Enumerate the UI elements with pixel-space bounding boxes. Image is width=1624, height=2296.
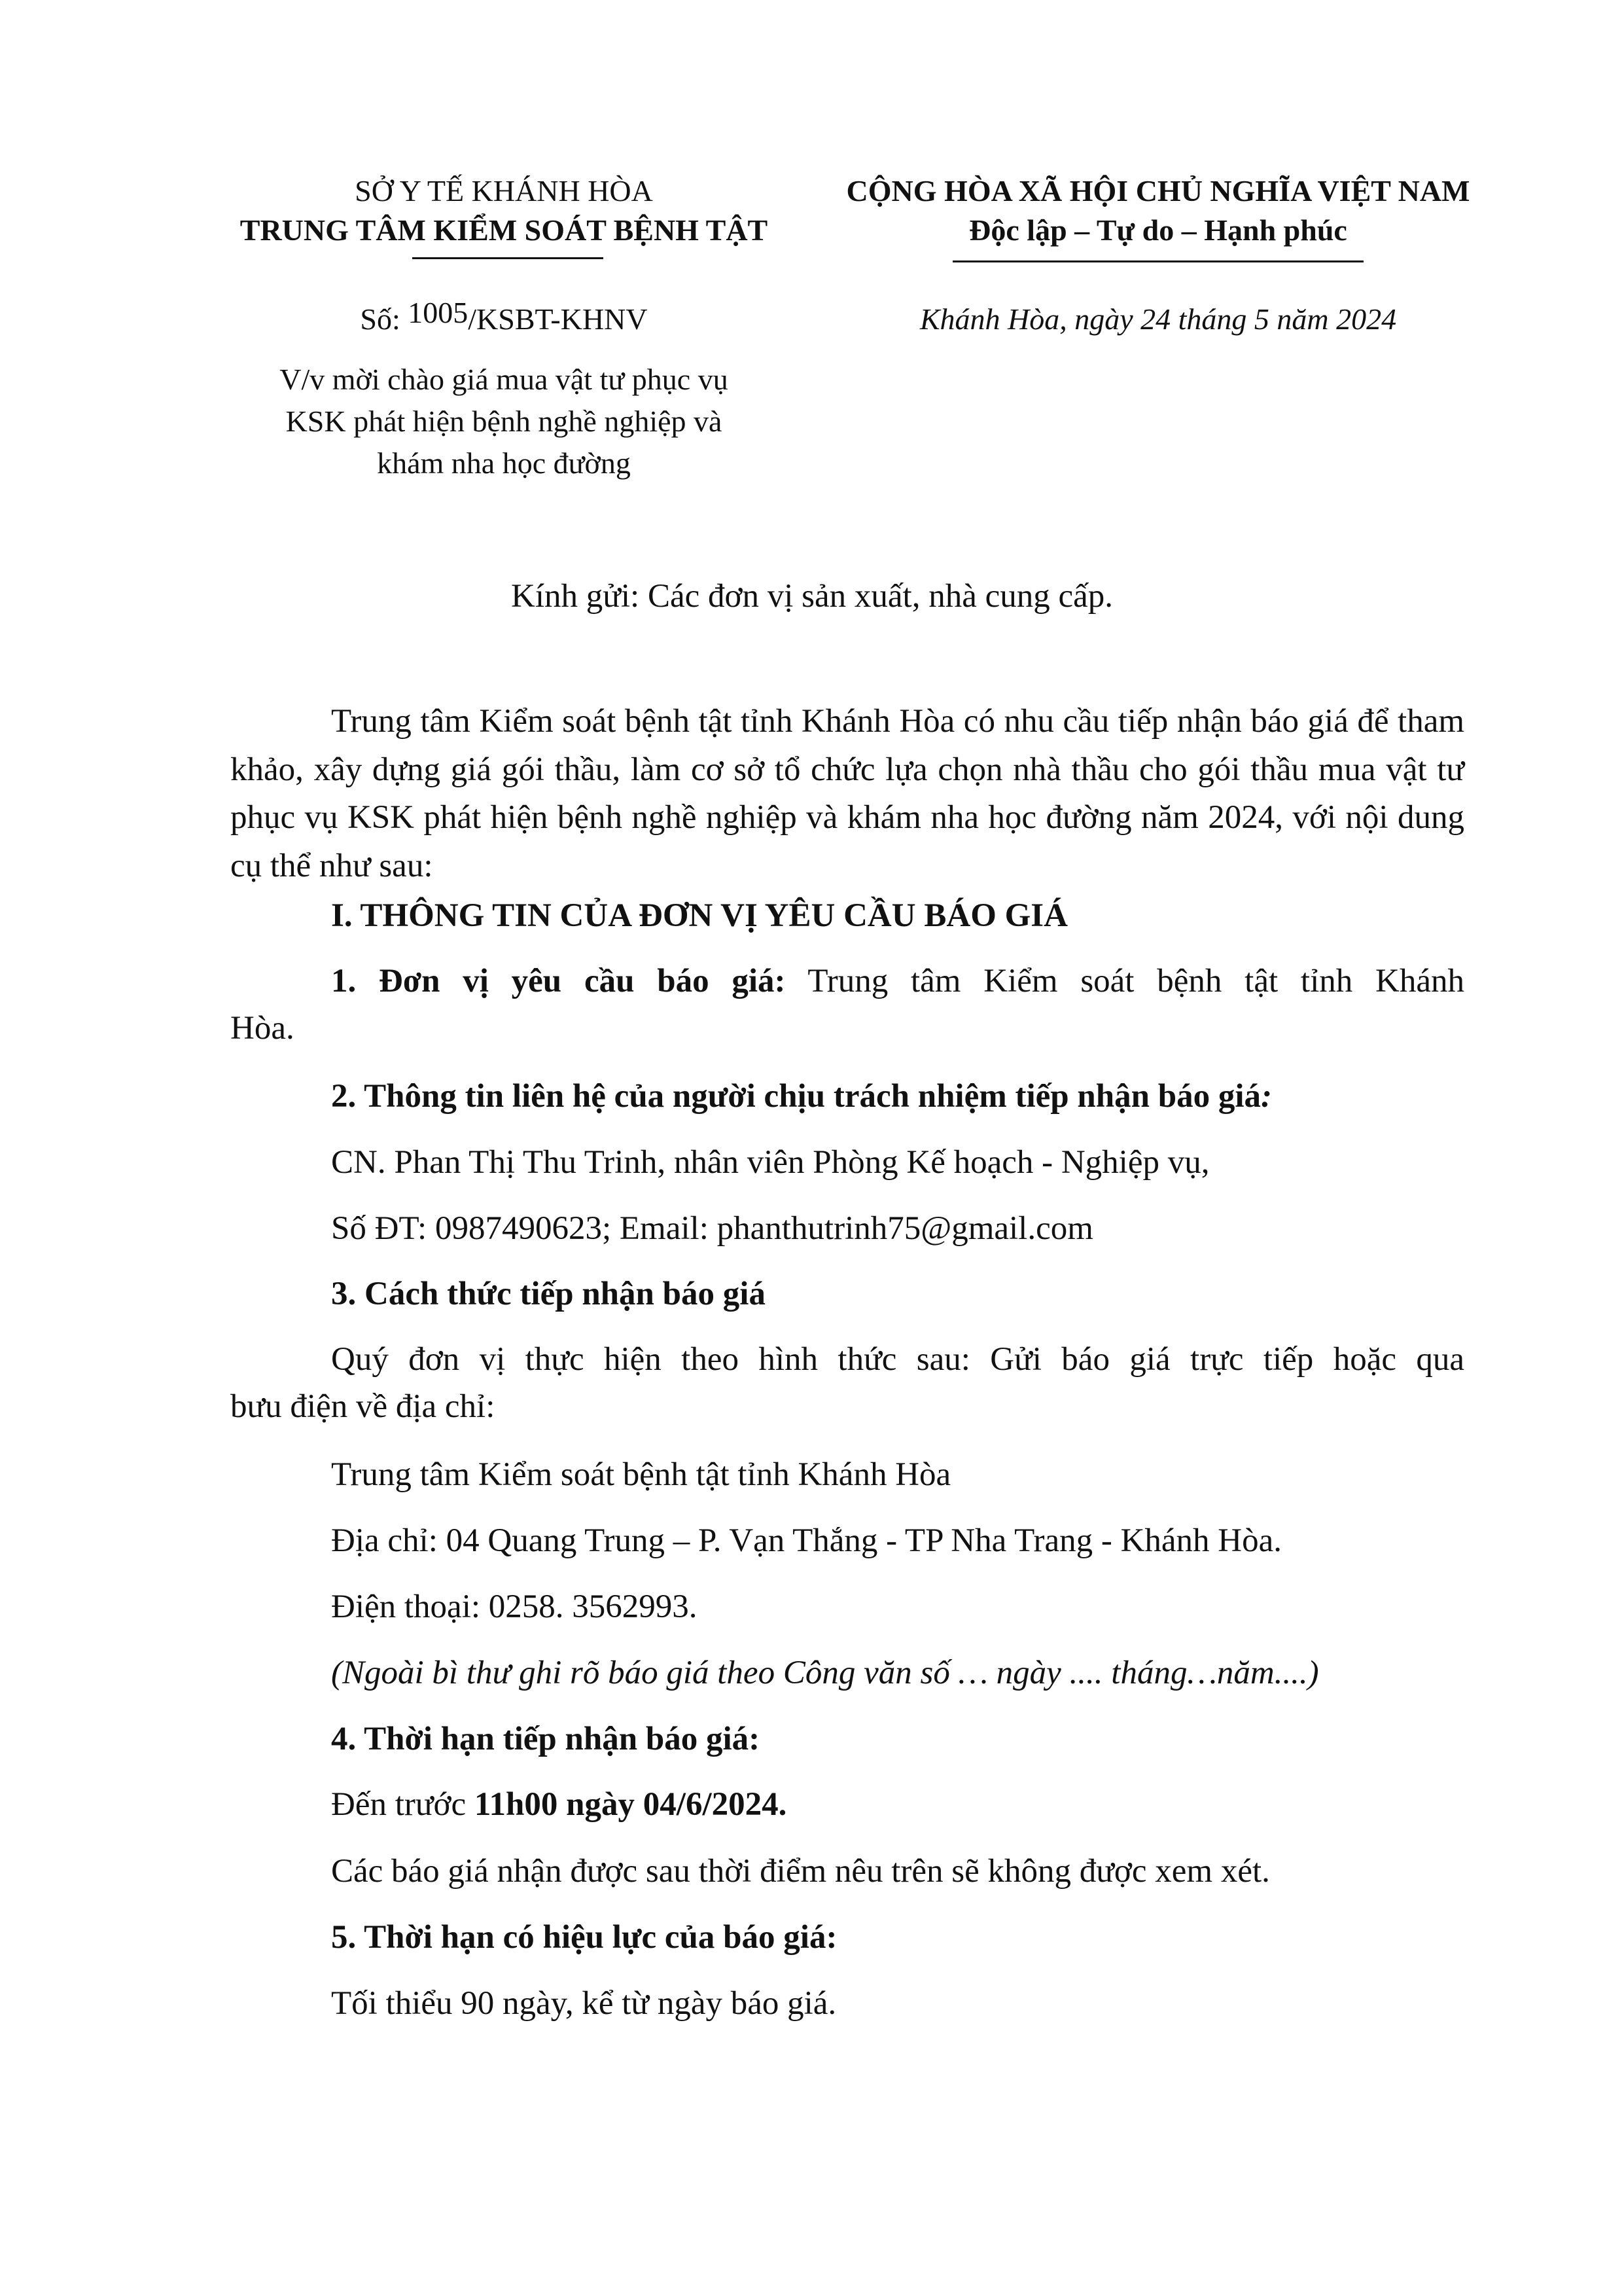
envelope-note: (Ngoài bì thư ghi rõ báo giá theo Công văn số … ngày .... tháng…năm....) xyxy=(331,1655,1319,1691)
subject-line-1: V/v mời chào giá mua vật tư phục vụ xyxy=(279,363,728,396)
item4-label: 4. Thời hạn tiếp nhận báo giá: xyxy=(331,1721,760,1757)
subject-line-2: KSK phát hiện bệnh nghề nghiệp và xyxy=(285,404,722,438)
item2-line xyxy=(331,1073,1272,1119)
national-motto: Độc lập – Tự do – Hạnh phúc xyxy=(969,213,1347,247)
item2-label: 2. Thông tin liên hệ của người chịu trách nhiệm tiếp nhận báo giá xyxy=(331,1078,1262,1115)
validity: Tối thiểu 90 ngày, kể từ ngày báo giá. xyxy=(331,1985,837,2022)
date-day: 24 xyxy=(1140,302,1171,336)
item1-value-cont: Hòa. xyxy=(230,1010,294,1047)
header-right-rule xyxy=(953,260,1364,262)
intro-paragraph: Trung tâm Kiểm soát bệnh tật tỉnh Khánh Hòa có nhu cầu tiếp nhận báo giá để tham khảo, xây dựng giá gói thầu, làm cơ sở tổ chức lựa chọn nhà thầu cho gói thầu mua vật tư phục vụ KSK phát hiện bệnh nghề nghiệp và khám nha học đường năm 2024, với nội dung cụ thể như sau: xyxy=(230,703,1464,884)
doc-number-value: 1005 xyxy=(408,296,468,329)
date-rest: tháng 5 năm 2024 xyxy=(1178,302,1397,336)
item5-label: 5. Thời hạn có hiệu lực của báo giá: xyxy=(331,1919,838,1956)
item3-label: 3. Cách thức tiếp nhận báo giá xyxy=(331,1276,766,1312)
doc-number xyxy=(196,296,811,339)
office-phone: Điện thoại: 0258. 3562993. xyxy=(331,1588,697,1625)
country-name: CỘNG HÒA XÃ HỘI CHỦ NGHĨA VIỆT NAM xyxy=(846,174,1470,207)
contact-name: CN. Phan Thị Thu Trinh, nhân viên Phòng Kế hoạch - Nghiệp vụ, xyxy=(331,1144,1210,1181)
deadline-note: Các báo giá nhận được sau thời điểm nêu trên sẽ không được xem xét. xyxy=(331,1853,1270,1890)
item1-line xyxy=(331,958,1464,1004)
address-org: Trung tâm Kiểm soát bệnh tật tỉnh Khánh Hòa xyxy=(331,1456,951,1493)
item3-text-cont: bưu điện về địa chỉ: xyxy=(230,1388,495,1425)
section-heading: I. THÔNG TIN CỦA ĐƠN VỊ YÊU CẦU BÁO GIÁ xyxy=(331,897,1068,934)
contact-phone-email: Số ĐT: 0987490623; Email: phanthutrinh75@gmail.com xyxy=(331,1210,1093,1247)
doc-number-suffix: /KSBT-KHNV xyxy=(468,302,648,336)
deadline xyxy=(331,1782,786,1827)
item1-value: Trung tâm Kiểm soát bệnh tật tỉnh Khánh xyxy=(807,963,1464,999)
subject-line-3: khám nha học đường xyxy=(377,446,631,480)
doc-number-prefix: Số: xyxy=(360,302,400,336)
salutation: Kính gửi: Các đơn vị sản xuất, nhà cung cấp. xyxy=(511,578,1113,615)
date-prefix: Khánh Hòa, ngày xyxy=(919,302,1133,336)
address: Địa chỉ: 04 Quang Trung – P. Vạn Thắng - TP Nha Trang - Khánh Hòa. xyxy=(331,1522,1282,1559)
deadline-prefix: Đến trước xyxy=(331,1786,467,1823)
item2-colon: : xyxy=(1261,1078,1272,1115)
place-date xyxy=(824,300,1492,339)
item1-label: 1. Đơn vị yêu cầu báo giá: xyxy=(331,963,786,999)
agency-name: SỞ Y TẾ KHÁNH HÒA xyxy=(355,174,653,207)
deadline-value: 11h00 ngày 04/6/2024. xyxy=(474,1786,787,1823)
center-name: TRUNG TÂM KIỂM SOÁT BỆNH TẬT xyxy=(239,213,768,247)
item3-text: Quý đơn vị thực hiện theo hình thức sau: Gửi báo giá trực tiếp hoặc qua xyxy=(331,1341,1464,1378)
header-left-rule xyxy=(412,257,603,259)
